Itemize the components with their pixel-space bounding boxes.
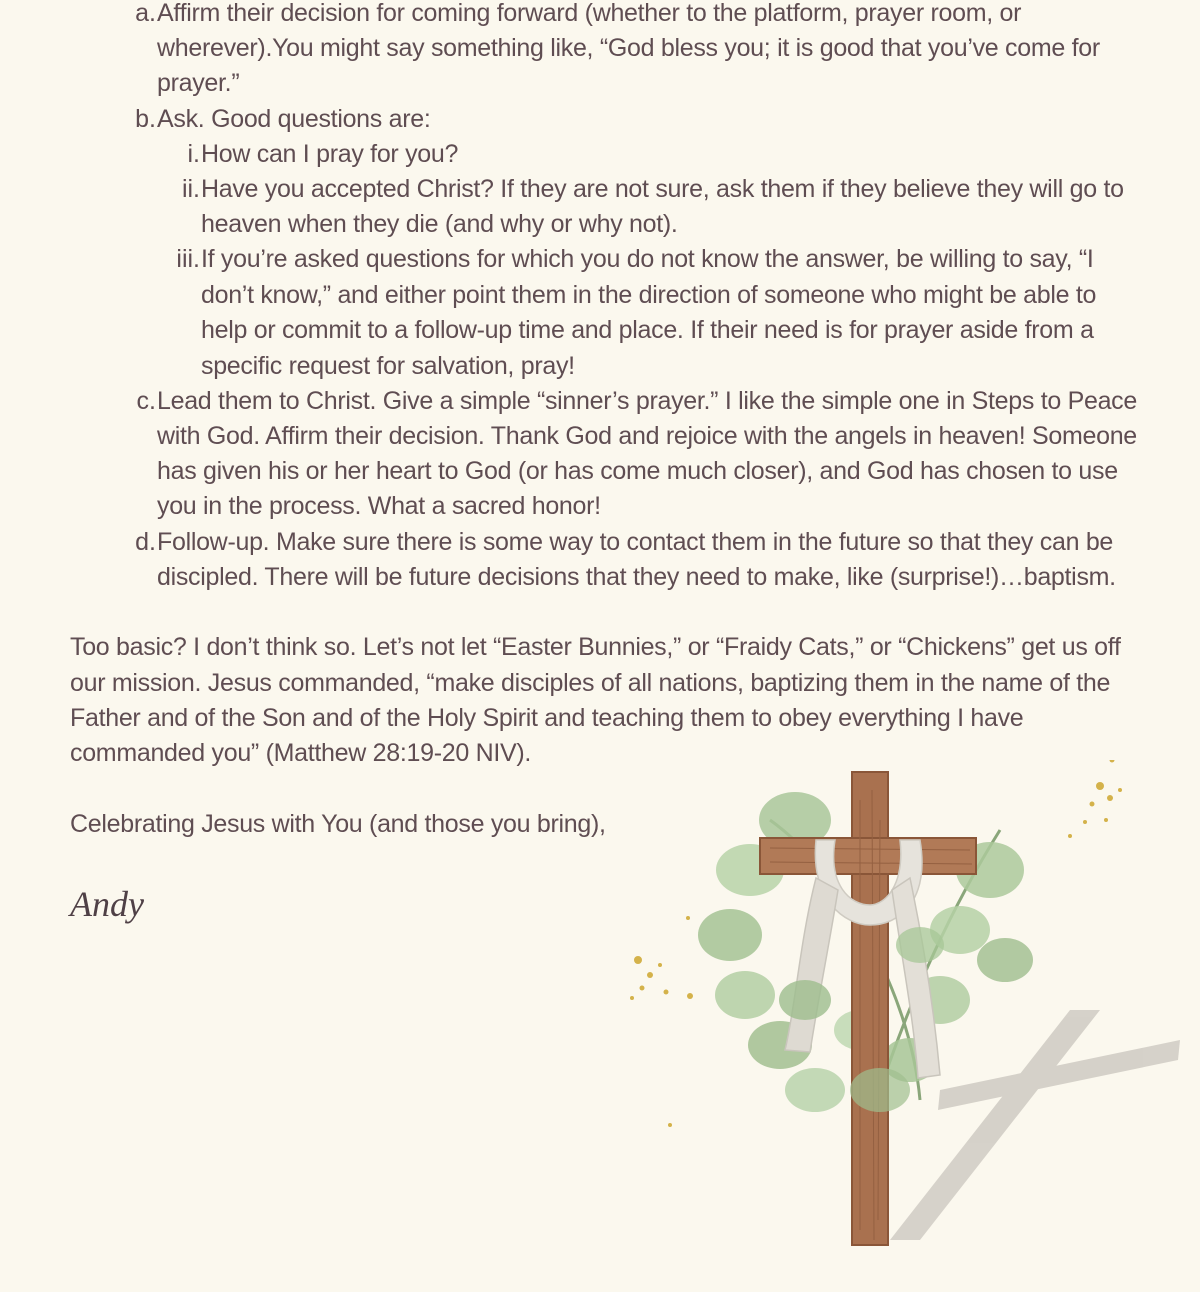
sublist-item-ii-line: heaven when they die (and why or why not). [201, 210, 678, 238]
list-item-d-line: discipled. There will be future decisions that they need to make, like (surprise!)…baptism. [157, 563, 1116, 591]
list-item-c-line: with God. Affirm their decision. Thank God and rejoice with the angels in heaven! Someone [157, 422, 1137, 450]
list-item-a-line: wherever).You might say something like, “God bless you; it is good that you’ve come for [157, 34, 1100, 62]
list-marker-d: d. [135, 528, 156, 556]
sublist-item-ii-line: Have you accepted Christ? If they are not sure, ask them if they believe they will go to [201, 175, 1124, 203]
sublist-item-iii-line: specific request for salvation, pray! [201, 352, 575, 380]
paragraph-line: Father and of the Son and of the Holy Spirit and teaching them to obey everything I have [70, 704, 1024, 732]
cross-with-leaves-icon [580, 760, 1200, 1260]
sublist-item-iii-line: help or commit to a follow-up time and place. If their need is for prayer aside from a [201, 316, 1094, 344]
sublist-item-iii-line: If you’re asked questions for which you do not know the answer, be willing to say, “I [201, 245, 1094, 273]
list-item-c-line: you in the process. What a sacred honor! [157, 492, 601, 520]
list-item-a-line: prayer.” [157, 69, 240, 97]
paragraph-line: our mission. Jesus commanded, “make disciples of all nations, baptizing them in the name of the [70, 669, 1111, 697]
sublist-marker-iii: iii. [176, 245, 200, 273]
sublist-item-iii-line: don’t know,” and either point them in the direction of someone who might be able to [201, 281, 1097, 309]
signoff-text: Celebrating Jesus with You (and those you bring), [70, 810, 606, 838]
list-item-a-line: Affirm their decision for coming forward (whether to the platform, prayer room, or [157, 0, 1022, 27]
sublist-marker-ii: ii. [181, 175, 200, 203]
sublist-marker-i: i. [187, 140, 200, 168]
list-marker-b: b. [135, 105, 156, 133]
paragraph-line: commanded you” (Matthew 28:19-20 NIV). [70, 739, 532, 767]
paragraph-line: Too basic? I don’t think so. Let’s not let “Easter Bunnies,” or “Fraidy Cats,” or “Chickens” get us off [70, 633, 1121, 661]
list-item-b-line: Ask. Good questions are: [157, 105, 431, 133]
sublist-item-i-line: How can I pray for you? [201, 140, 459, 168]
list-marker-c: c. [136, 387, 156, 415]
list-item-d-line: Follow-up. Make sure there is some way to contact them in the future so that they can be [157, 528, 1114, 556]
list-item-c-line: Lead them to Christ. Give a simple “sinner’s prayer.” I like the simple one in Steps to Peace [157, 387, 1137, 415]
list-marker-a: a. [135, 0, 156, 27]
list-item-c-line: has given his or her heart to God (or has come much closer), and God has chosen to use [157, 457, 1118, 485]
signature: Andy [70, 884, 144, 924]
